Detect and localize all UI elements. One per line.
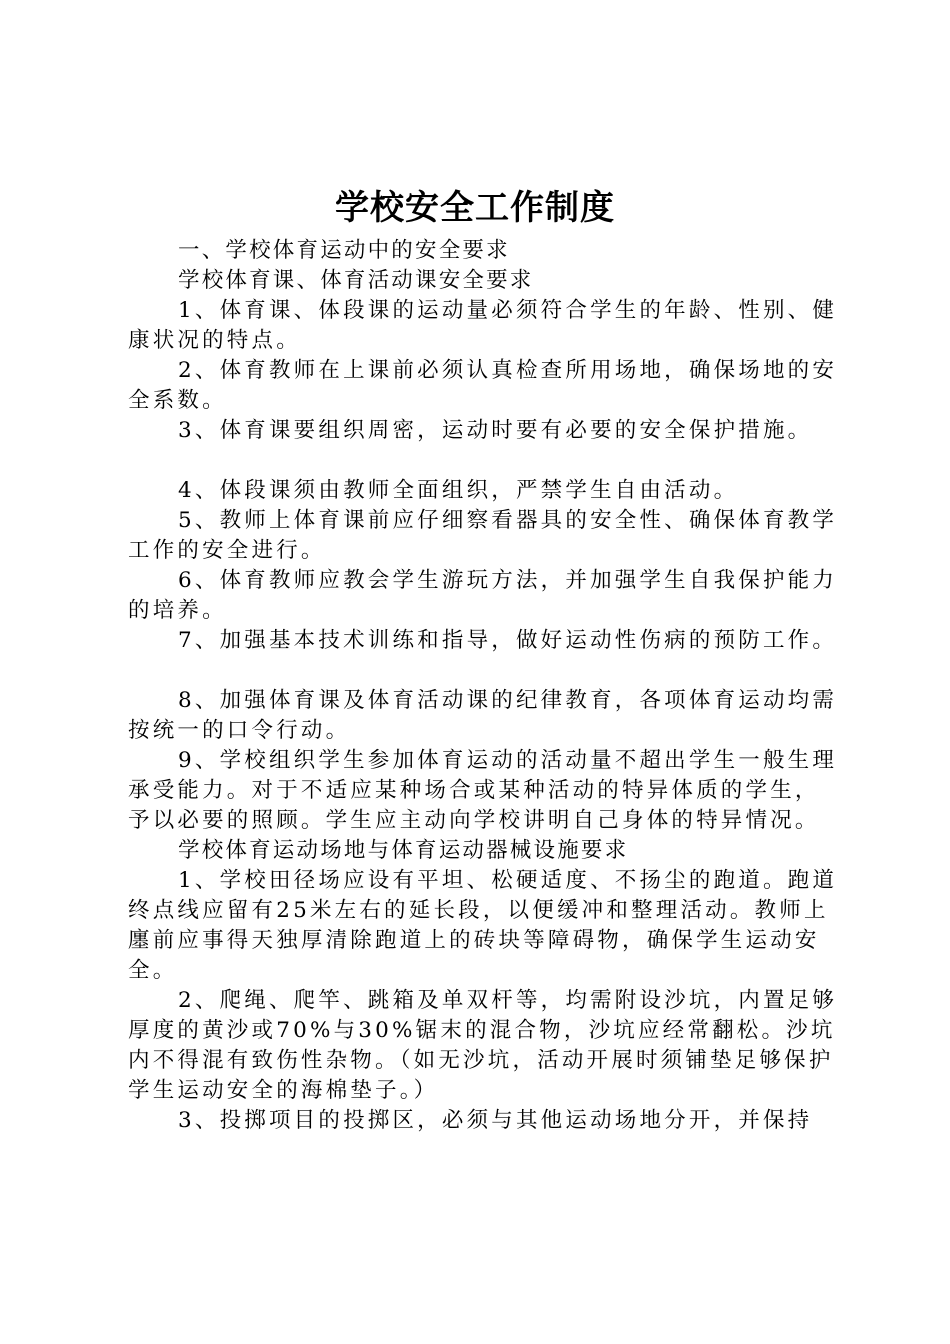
rule-paragraph: 3、投掷项目的投掷区，必须与其他运动场地分开，并保持 bbox=[178, 1108, 813, 1133]
rule-paragraph: 8、加强体育课及体育活动课的纪律教育，各项体育运动均需按统一的口令行动。 bbox=[128, 688, 838, 743]
blank-line bbox=[128, 446, 838, 476]
rule-paragraph: 2、体育教师在上课前必须认真检查所用场地，确保场地的安全系数。 bbox=[128, 358, 838, 413]
rule-paragraph: 2、爬绳、爬竿、跳箱及单双杆等，均需附设沙坑，内置足够厚度的黄沙或70%与30%锯末的混合物，沙坑应经常翻松。沙坑内不得混有致伤性杂物。（如无沙坑，活动开展时须铺垫足够保护学生运动安全的海棉垫子。） bbox=[128, 988, 838, 1103]
subsection-heading: 学校体育课、体育活动课安全要求 bbox=[178, 268, 534, 293]
document-body bbox=[128, 236, 838, 1136]
rule-paragraph: 4、体段课须由教师全面组织，严禁学生自由活动。 bbox=[178, 478, 739, 503]
rule-paragraph: 5、教师上体育课前应仔细察看器具的安全性、确保体育教学工作的安全进行。 bbox=[128, 508, 838, 563]
rule-paragraph: 1、学校田径场应设有平坦、松硬适度、不扬尘的跑道。跑道终点线应留有25米左右的延长段，以便缓冲和整理活动。教师上廛前应事得天独厚清除跑道上的砖块等障碍物，确保学生运动安全。 bbox=[128, 868, 838, 983]
section-heading: 一、学校体育运动中的安全要求 bbox=[178, 238, 510, 263]
rule-paragraph: 1、体育课、体段课的运动量必须符合学生的年龄、性别、健康状况的特点。 bbox=[128, 298, 838, 353]
rule-paragraph: 7、加强基本技术训练和指导，做好运动性伤病的预防工作。 bbox=[178, 628, 838, 653]
rule-paragraph: 3、体育课要组织周密，运动时要有必要的安全保护措施。 bbox=[178, 418, 813, 443]
document-title: 学校安全工作制度 bbox=[335, 188, 615, 228]
subsection-heading: 学校体育运动场地与体育运动器械设施要求 bbox=[178, 838, 629, 863]
rule-paragraph: 9、学校组织学生参加体育运动的活动量不超出学生一般生理承受能力。对于不适应某种场合或某种活动的特异体质的学生，予以必要的照顾。学生应主动向学校讲明自己身体的特异情况。 bbox=[128, 748, 838, 833]
blank-line bbox=[128, 656, 838, 686]
rule-paragraph: 6、体育教师应教会学生游玩方法，并加强学生自我保护能力的培养。 bbox=[128, 568, 838, 623]
